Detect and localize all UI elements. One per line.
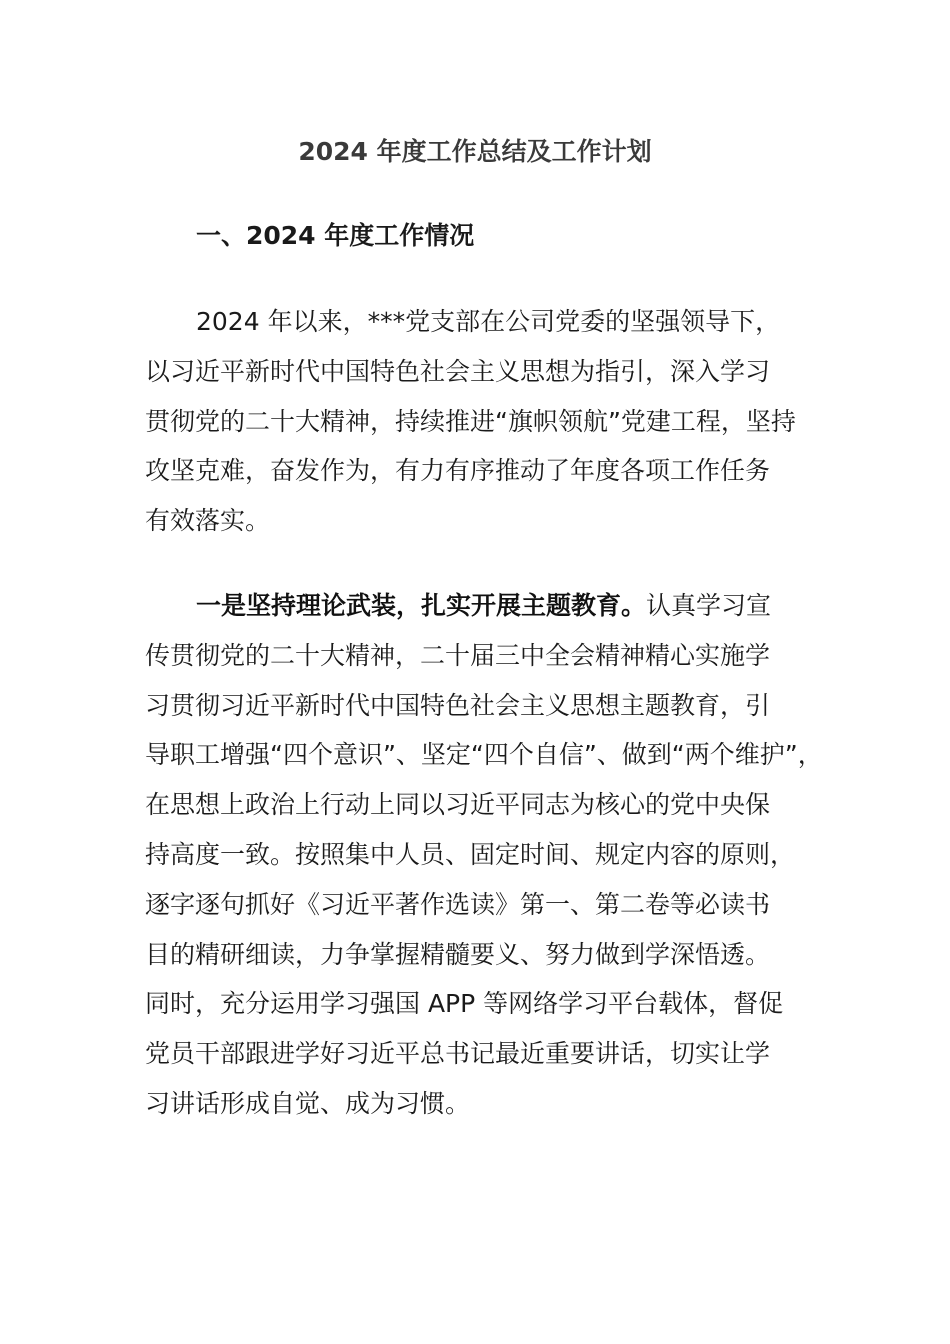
paragraph-line: 逐字逐句抓好《习近平著作选读》第一、第二卷等必读书	[145, 889, 771, 919]
paragraph-theory-education	[145, 581, 823, 1129]
paragraph-first-line	[145, 581, 805, 631]
paragraph-line: 在思想上政治上行动上同以习近平同志为核心的党中央保	[145, 790, 771, 820]
paragraph-line: 以习近平新时代中国特色社会主义思想为指引，深入学习	[145, 356, 771, 386]
paragraph-line: 贯彻党的二十大精神，持续推进“旗帜领航”党建工程，坚持	[145, 406, 796, 436]
paragraph-line: 2024 年以来，***党支部在公司党委的坚强领导下，	[196, 307, 781, 336]
paragraph-line: 有效落实。	[145, 506, 271, 536]
paragraph-line: 持高度一致。按照集中人员、固定时间、规定内容的原则，	[145, 839, 796, 869]
paragraph-work-overview	[145, 297, 805, 546]
paragraph-line: 攻坚克难，奋发作为，有力有序推动了年度各项工作任务	[145, 456, 771, 486]
paragraph-line: 党员干部跟进学好习近平总书记最近重要讲话，切实让学	[145, 1039, 771, 1069]
paragraph-line: 习贯彻习近平新时代中国特色社会主义思想主题教育，引	[145, 690, 771, 720]
paragraph-line: 同时，充分运用学习强国 APP 等网络学习平台载体，督促	[145, 989, 784, 1019]
document-title: 2024 年度工作总结及工作计划	[298, 137, 652, 166]
paragraph-line: 习讲话形成自觉、成为习惯。	[145, 1088, 471, 1118]
section-heading: 一、2024 年度工作情况	[196, 221, 475, 250]
paragraph-line: 导职工增强“四个意识”、坚定“四个自信”、做到“两个维护”，	[145, 740, 823, 770]
paragraph-line: 传贯彻党的二十大精神，二十届三中全会精神精心实施学	[145, 640, 771, 670]
paragraph-line-rest: 认真学习宣	[646, 591, 772, 620]
paragraph-lead-sentence: 一是坚持理论武装，扎实开展主题教育。	[196, 591, 647, 620]
paragraph-line: 目的精研细读，力争掌握精髓要义、努力做到学深悟透。	[145, 939, 771, 969]
